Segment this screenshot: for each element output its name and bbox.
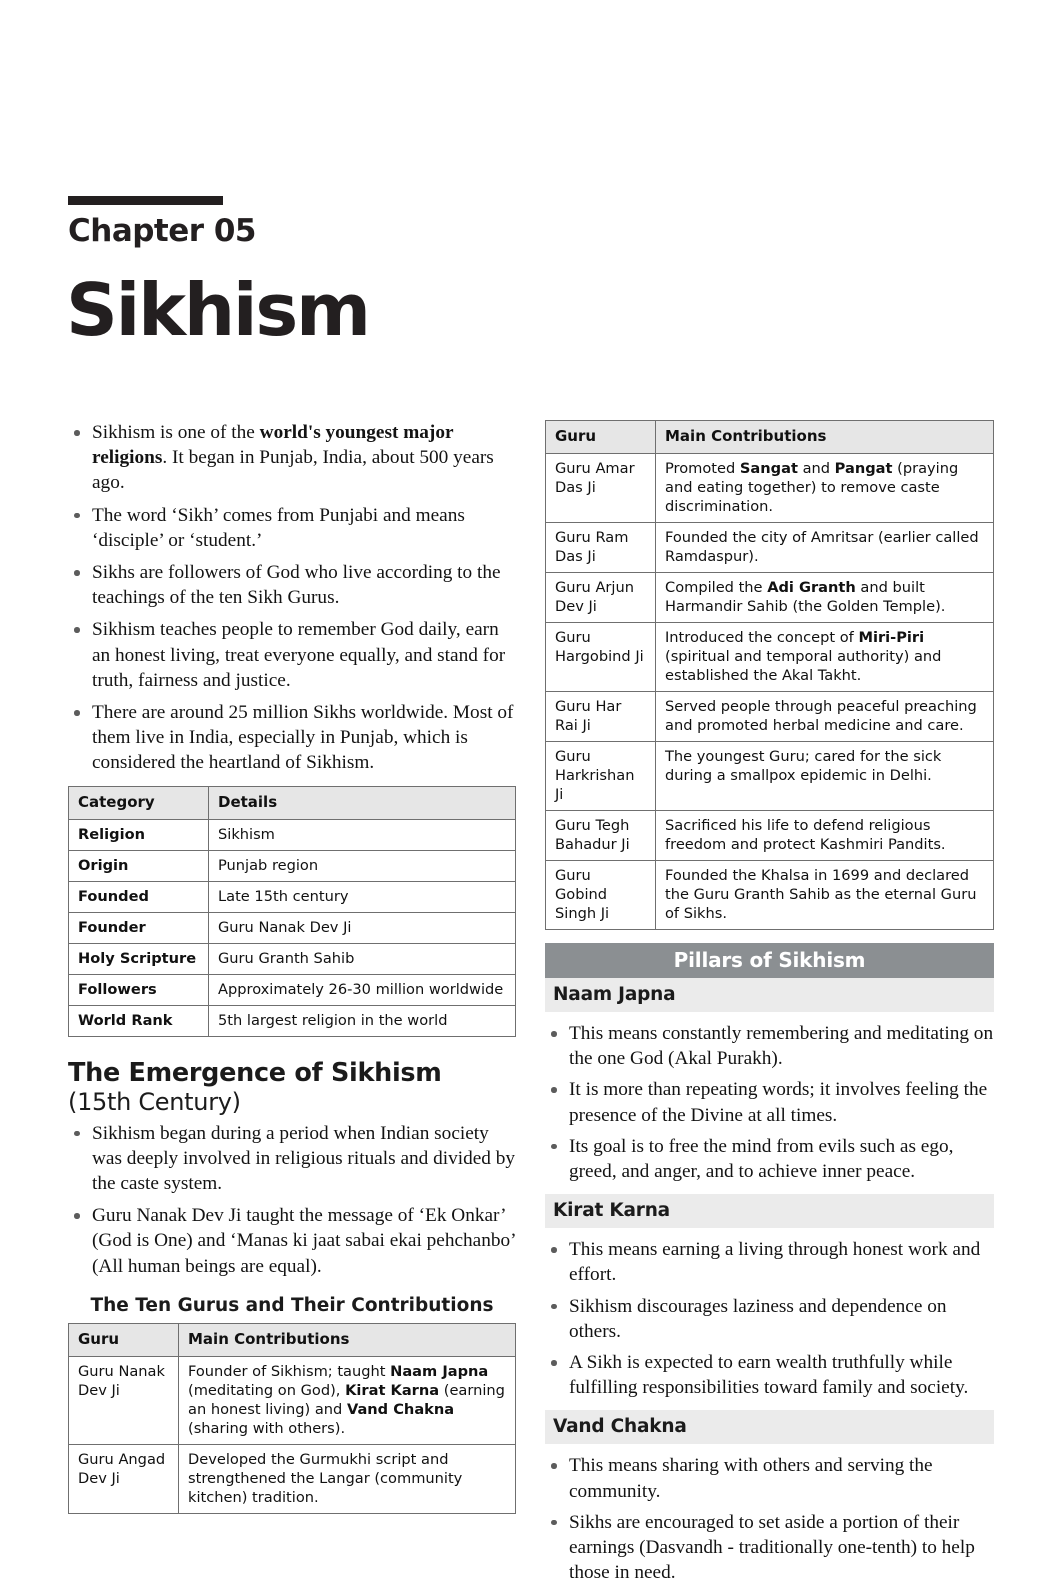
cell-details: 5th largest religion in the world — [209, 1005, 516, 1036]
gurus-table-caption: The Ten Gurus and Their Contributions — [90, 1294, 494, 1316]
emphasis-text: world's youngest major religions — [92, 422, 454, 469]
pillar-body — [545, 1444, 994, 1595]
pillar-bullet-list — [545, 1237, 994, 1400]
cell-guru-name: Guru Gobind Singh Ji — [546, 861, 656, 930]
cell-guru-contribution: Founder of Sikhism; taught Naam Japna (meditating on God), Kirat Karna (earning an honest living) and Vand Chakna (sharing with others). — [179, 1356, 516, 1444]
section-heading-emergence: The Emergence of Sikhism — [68, 1057, 442, 1088]
cell-category: Holy Scripture — [69, 943, 209, 974]
cell-guru-contribution: Served people through peaceful preaching and promoted herbal medicine and care. — [656, 692, 994, 742]
table-row — [546, 623, 994, 692]
pillars-container — [545, 978, 994, 1595]
table-row — [546, 454, 994, 523]
left-column — [68, 420, 516, 1514]
pillar-body — [545, 1228, 994, 1410]
list-item: This means earning a living through honest work and effort. — [545, 1237, 994, 1287]
cell-category: Followers — [69, 974, 209, 1005]
cell-category: World Rank — [69, 1005, 209, 1036]
list-item: Its goal is to free the mind from evils such as ego, greed, and anger, and to achieve inner peace. — [545, 1134, 994, 1184]
cell-details: Punjab region — [209, 850, 516, 881]
list-item: This means sharing with others and serving the community. — [545, 1453, 994, 1503]
emphasis-text: Sangat — [739, 460, 798, 477]
list-item: It is more than repeating words; it involves feeling the presence of the Divine at all times. — [545, 1077, 994, 1127]
emergence-bullet-list — [68, 1121, 516, 1279]
pillars-banner: Pillars of Sikhism — [545, 943, 994, 978]
table-header-row — [546, 421, 994, 454]
cell-category: Founder — [69, 912, 209, 943]
list-item: Sikhs are followers of God who live according to the teachings of the ten Sikh Gurus. — [68, 560, 516, 610]
chapter-rule-decoration — [68, 196, 223, 205]
table-row — [546, 523, 994, 573]
cell-details: Approximately 26-30 million worldwide — [209, 974, 516, 1005]
pillar-heading: Kirat Karna — [545, 1194, 994, 1228]
intro-bullet-list — [68, 420, 516, 776]
emphasis-text: Miri-Piri — [858, 629, 925, 646]
column-header-contributions: Main Contributions — [179, 1323, 516, 1356]
column-header-category: Category — [69, 786, 209, 819]
emphasis-text: Adi Granth — [767, 579, 856, 596]
list-item: Sikhs are encouraged to set aside a portion of their earnings (Dasvandh - traditionally one-tenth) to help those in need. — [545, 1510, 994, 1586]
table-row — [69, 912, 516, 943]
cell-guru-name: Guru Angad Dev Ji — [69, 1444, 179, 1513]
list-item: Guru Nanak Dev Ji taught the message of ‘Ek Onkar’ (God is One) and ‘Manas ki jaat sabai ekai pehchanbo’ (All human beings are equal). — [68, 1203, 516, 1279]
list-item: Sikhism began during a period when Indian society was deeply involved in religious rituals and divided by the caste system. — [68, 1121, 516, 1197]
cell-category: Founded — [69, 881, 209, 912]
table-row — [546, 811, 994, 861]
list-item: This means constantly remembering and meditating on the one God (Akal Purakh). — [545, 1021, 994, 1071]
column-header-contributions: Main Contributions — [656, 421, 994, 454]
emphasis-text: Naam Japna — [390, 1362, 489, 1380]
cell-guru-name: Guru Nanak Dev Ji — [69, 1356, 179, 1444]
cell-guru-contribution: Founded the Khalsa in 1699 and declared the Guru Granth Sahib as the eternal Guru of Sikhs. — [656, 861, 994, 930]
list-item: Sikhism teaches people to remember God daily, earn an honest living, treat everyone equally, and stand for truth, fairness and justice. — [68, 617, 516, 693]
page-title: Sikhism — [66, 268, 369, 352]
cell-details: Guru Granth Sahib — [209, 943, 516, 974]
cell-guru-name: Guru Hargobind Ji — [546, 623, 656, 692]
cell-category: Religion — [69, 819, 209, 850]
cell-guru-contribution: Sacrificed his life to defend religious freedom and protect Kashmiri Pandits. — [656, 811, 994, 861]
cell-guru-name: Guru Harkrishan Ji — [546, 742, 656, 811]
list-item: The word ‘Sikh’ comes from Punjabi and means ‘disciple’ or ‘student.’ — [68, 503, 516, 553]
pillar-bullet-list — [545, 1453, 994, 1585]
table-row — [69, 1444, 516, 1513]
cell-details: Sikhism — [209, 819, 516, 850]
section-subheading-century: (15th Century) — [68, 1087, 241, 1116]
right-column — [545, 420, 994, 1595]
table-row — [69, 850, 516, 881]
cell-category: Origin — [69, 850, 209, 881]
table-row — [546, 692, 994, 742]
cell-guru-contribution: Promoted Sangat and Pangat (praying and eating together) to remove caste discrimination. — [656, 454, 994, 523]
list-item: Sikhism is one of the world's youngest major religions. It began in Punjab, India, about 500 years ago. — [68, 420, 516, 496]
table-row — [69, 819, 516, 850]
cell-details: Late 15th century — [209, 881, 516, 912]
cell-guru-name: Guru Amar Das Ji — [546, 454, 656, 523]
cell-guru-name: Guru Har Rai Ji — [546, 692, 656, 742]
list-item: There are around 25 million Sikhs worldwide. Most of them live in India, especially in Punjab, which is considered the heartland of Sikhism. — [68, 700, 516, 776]
table-row — [69, 974, 516, 1005]
table-row — [546, 861, 994, 930]
cell-details: Guru Nanak Dev Ji — [209, 912, 516, 943]
cell-guru-name: Guru Ram Das Ji — [546, 523, 656, 573]
chapter-label: Chapter 05 — [68, 213, 256, 249]
gurus-table-part-one — [68, 1323, 516, 1514]
table-row — [69, 1356, 516, 1444]
table-row — [69, 881, 516, 912]
cell-guru-contribution: Developed the Gurmukhi script and strengthened the Langar (community kitchen) tradition. — [179, 1444, 516, 1513]
cell-guru-name: Guru Arjun Dev Ji — [546, 573, 656, 623]
table-row — [546, 573, 994, 623]
cell-guru-name: Guru Tegh Bahadur Ji — [546, 811, 656, 861]
emphasis-text: Kirat Karna — [345, 1381, 440, 1399]
column-header-details: Details — [209, 786, 516, 819]
emphasis-text: Vand Chakna — [346, 1400, 455, 1418]
pillar-heading: Naam Japna — [545, 978, 994, 1012]
emphasis-text: Pangat — [834, 460, 893, 477]
cell-guru-contribution: Founded the city of Amritsar (earlier called Ramdaspur). — [656, 523, 994, 573]
pillar-body — [545, 1012, 994, 1194]
gurus-table-part-two — [545, 420, 994, 930]
table-row — [69, 1005, 516, 1036]
column-header-guru: Guru — [69, 1323, 179, 1356]
pillar-bullet-list — [545, 1021, 994, 1184]
table-row — [546, 742, 994, 811]
pillar-heading: Vand Chakna — [545, 1410, 994, 1444]
list-item: Sikhism discourages laziness and dependence on others. — [545, 1294, 994, 1344]
cell-guru-contribution: Compiled the Adi Granth and built Harmandir Sahib (the Golden Temple). — [656, 573, 994, 623]
cell-guru-contribution: Introduced the concept of Miri-Piri (spiritual and temporal authority) and established the Akal Takht. — [656, 623, 994, 692]
table-header-row — [69, 1323, 516, 1356]
table-row — [69, 943, 516, 974]
category-overview-table — [68, 786, 516, 1037]
table-header-row — [69, 786, 516, 819]
cell-guru-contribution: The youngest Guru; cared for the sick during a smallpox epidemic in Delhi. — [656, 742, 994, 811]
list-item: A Sikh is expected to earn wealth truthfully while fulfilling responsibilities toward family and society. — [545, 1350, 994, 1400]
column-header-guru: Guru — [546, 421, 656, 454]
